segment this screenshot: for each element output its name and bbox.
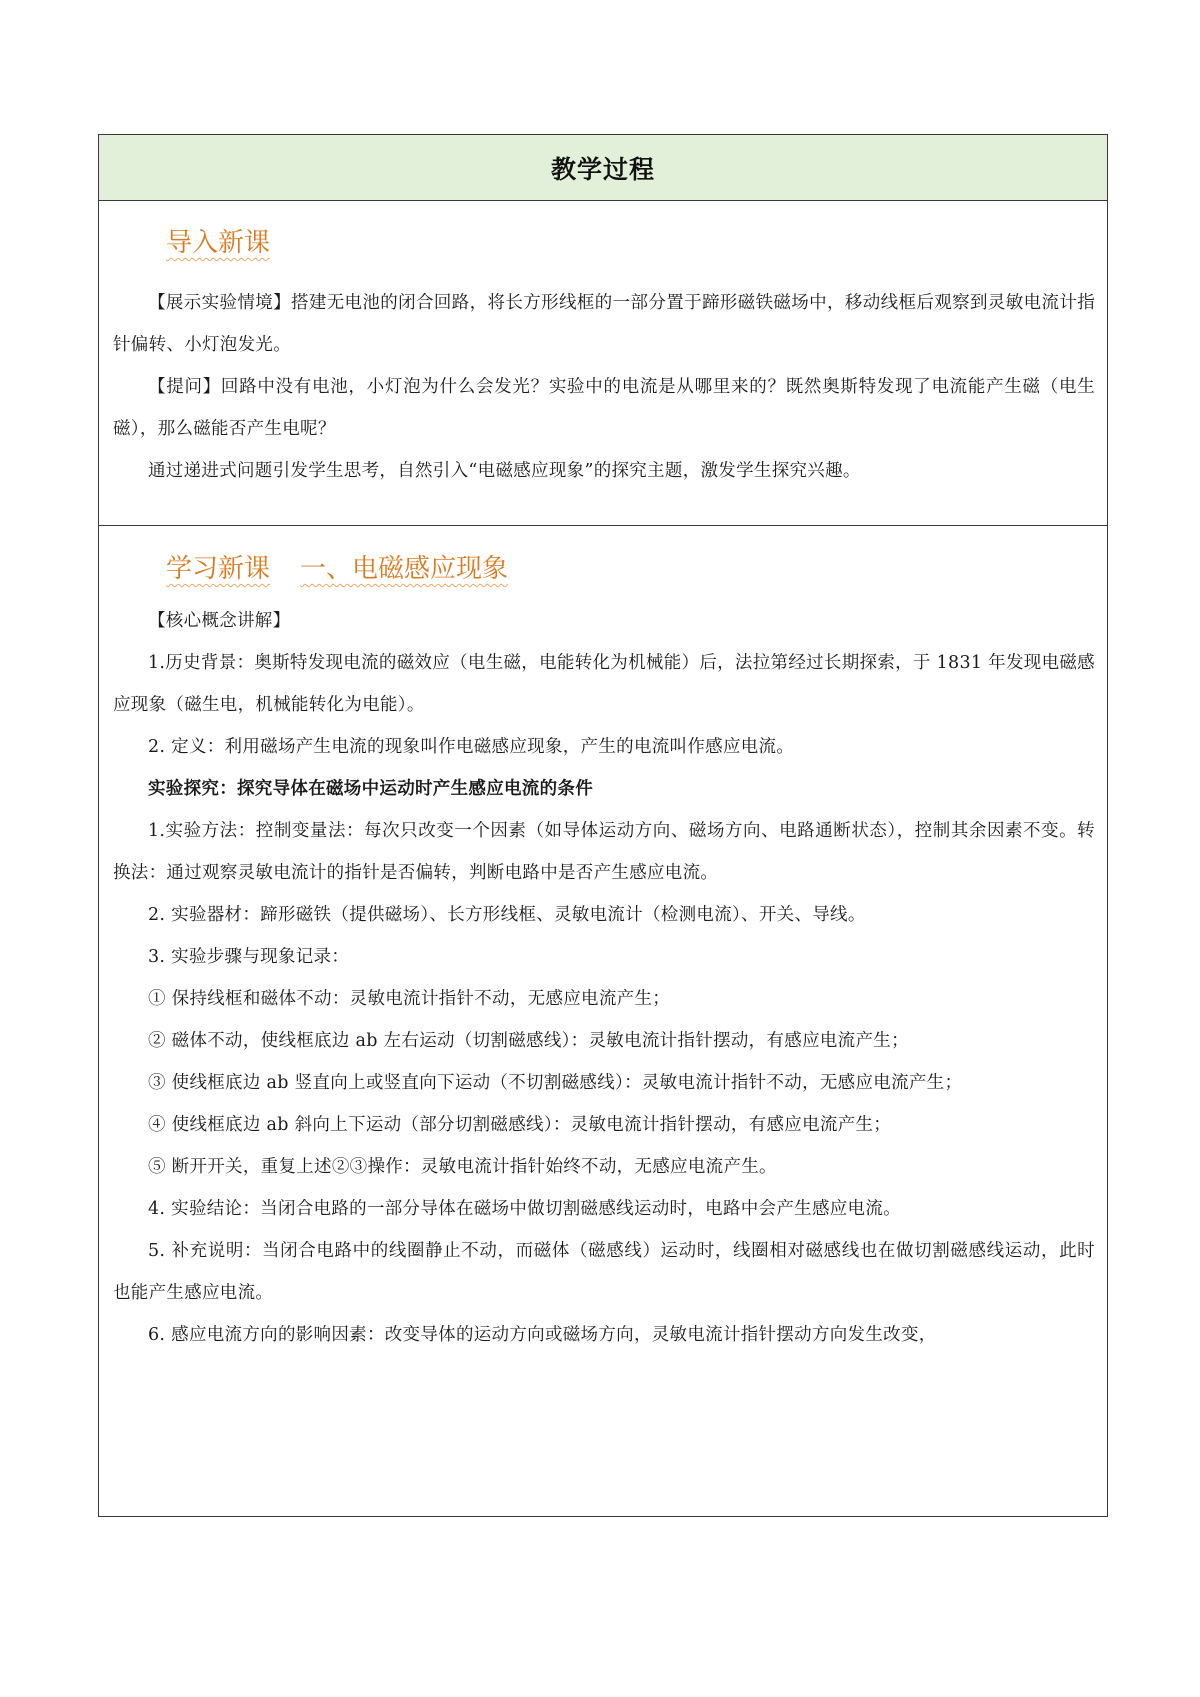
step-item: ⑤ 断开开关，重复上述②③操作：灵敏电流计指针始终不动，无感应电流产生。 (148, 1157, 777, 1177)
scenario-lead: 【展示实验情境】 (148, 293, 291, 313)
intro-paragraph-scenario (113, 282, 1095, 366)
question-text: 回路中没有电池，小灯泡为什么会发光？实验中的电流是从哪里来的？既然奥斯特发现了电流能产生磁（电生磁），那么磁能否产生电呢？ (113, 377, 1095, 439)
history-paragraph: 1.历史背景：奥斯特发现电流的磁效应（电生磁，电能转化为机械能）后，法拉第经过长期探索，于 1831 年发现电磁感应现象（磁生电，机械能转化为电能）。 (113, 653, 1095, 715)
concept-heading: 【核心概念讲解】 (148, 611, 291, 631)
conclusion-paragraph: 4. 实验结论：当闭合电路的一部分导体在磁场中做切割磁感线运动时，电路中会产生感应电流。 (148, 1199, 901, 1219)
step-item: ④ 使线框底边 ab 斜向上下运动（部分切割磁感线）：灵敏电流计指针摆动，有感应电流产生； (148, 1115, 892, 1135)
intro-section (99, 201, 1107, 526)
method-paragraph: 1.实验方法：控制变量法：每次只改变一个因素（如导体运动方向、磁场方向、电路通断状态），控制其余因素不变。转换法：通过观察灵敏电流计的指针是否偏转，判断电路中是否产生感应电流。 (113, 821, 1095, 883)
step-item: ③ 使线框底边 ab 竖直向上或竖直向下运动（不切割磁感线）：灵敏电流计指针不动，无感应电流产生； (148, 1073, 963, 1093)
scenario-text: 搭建无电池的闭合回路，将长方形线框的一部分置于蹄形磁铁磁场中，移动线框后观察到灵敏电流计指针偏转、小灯泡发光。 (113, 293, 1095, 355)
new-lesson-section (99, 526, 1107, 1516)
equipment-paragraph: 2. 实验器材：蹄形磁铁（提供磁场）、长方形线框、灵敏电流计（检测电流）、开关、导线。 (148, 905, 866, 925)
lesson-title (113, 526, 1095, 586)
experiment-heading: 实验探究：探究导体在磁场中运动时产生感应电流的条件 (148, 779, 593, 799)
direction-paragraph: 6. 感应电流方向的影响因素：改变导体的运动方向或磁场方向，灵敏电流计指针摆动方向发生改变， (148, 1325, 937, 1345)
steps-heading: 3. 实验步骤与现象记录： (148, 947, 350, 967)
question-lead: 【提问】 (148, 377, 221, 397)
intro-paragraph-question (113, 366, 1095, 450)
lesson-title-part2: 一、电磁感应现象 (300, 554, 509, 584)
lesson-plan-table (98, 134, 1108, 1517)
intro-title: 导入新课 (166, 228, 271, 258)
supplement-paragraph: 5. 补充说明：当闭合电路中的线圈静止不动，而磁体（磁感线）运动时，线圈相对磁感线也在做切割磁感线运动，此时也能产生感应电流。 (113, 1241, 1095, 1303)
intro-paragraph-summary: 通过递进式问题引发学生思考，自然引入“电磁感应现象”的探究主题，激发学生探究兴趣。 (148, 461, 861, 481)
step-item: ② 磁体不动，使线框底边 ab 左右运动（切割磁感线）：灵敏电流计指针摆动，有感应电流产生； (148, 1031, 909, 1051)
header-title: 教学过程 (550, 154, 655, 184)
lesson-title-part1: 学习新课 (166, 554, 271, 584)
step-item: ① 保持线框和磁体不动：灵敏电流计指针不动，无感应电流产生； (148, 989, 671, 1009)
definition-paragraph: 2. 定义：利用磁场产生电流的现象叫作电磁感应现象，产生的电流叫作感应电流。 (148, 737, 795, 757)
table-header (99, 135, 1107, 201)
